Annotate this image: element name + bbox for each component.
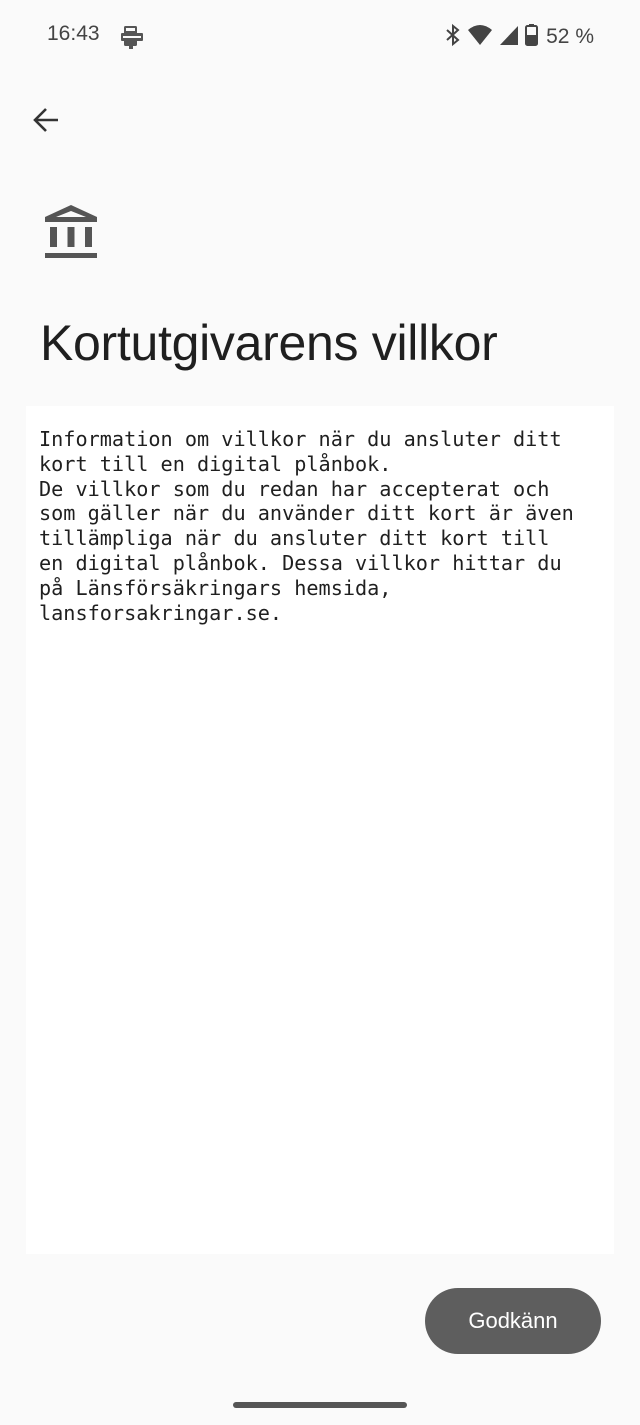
back-button[interactable] xyxy=(24,100,68,144)
signal-icon xyxy=(499,24,519,51)
battery-percentage: 52 % xyxy=(546,25,594,48)
status-time: 16:43 xyxy=(47,22,100,45)
page-title: Kortutgivarens villkor xyxy=(40,315,498,371)
arrow-back-icon xyxy=(31,105,61,140)
status-bar xyxy=(0,0,640,72)
accept-button[interactable]: Godkänn xyxy=(425,1288,601,1354)
battery-icon xyxy=(525,24,538,51)
terms-text: Information om villkor när du ansluter ditt kort till en digital plånbok. De villkor som du redan har accepterat och som gäller när du använder ditt kort är även tillämpliga när du ansluter ditt kort till en digital plånbok. Dessa villkor hittar du på Länsförsäkringars hemsida, lansforsakringar.se. xyxy=(39,427,574,625)
status-icons xyxy=(445,24,594,50)
gesture-navigation-handle[interactable] xyxy=(233,1402,407,1408)
bluetooth-icon xyxy=(445,23,461,52)
terms-container[interactable] xyxy=(26,406,614,1254)
wifi-icon xyxy=(467,24,493,51)
nfc-payment-icon xyxy=(120,24,144,50)
bank-icon xyxy=(43,203,99,261)
